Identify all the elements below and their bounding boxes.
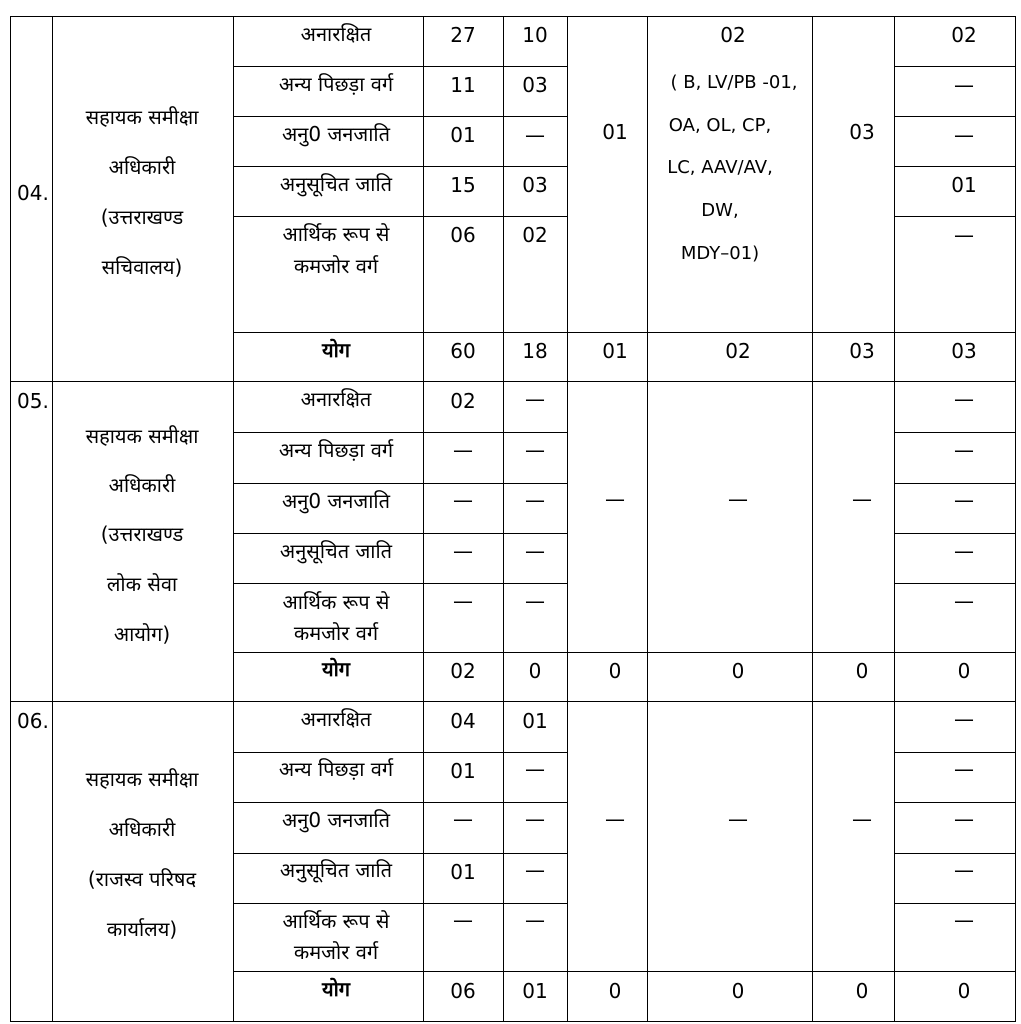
post-name-line: (राजस्व परिषद — [87, 867, 197, 891]
category-label: कमजोर वर्ग — [293, 621, 379, 645]
row-line — [894, 533, 1016, 534]
post-name-line: सचिवालय) — [101, 255, 183, 279]
row-line — [894, 802, 1016, 803]
total-cell: 0 — [855, 979, 869, 1003]
block-05-bottom — [10, 701, 1016, 702]
post-name-line: कार्यालय) — [106, 917, 178, 941]
total-label: योग — [321, 657, 351, 681]
table-cell: 15 — [450, 173, 476, 197]
post-name-line: (उत्तराखण्ड — [100, 205, 184, 229]
post-name-line: अधिकारी — [108, 473, 176, 497]
col-line-7 — [812, 16, 813, 1022]
total-label: योग — [321, 977, 351, 1001]
table-cell: — — [525, 589, 545, 613]
total-cell: 06 — [450, 979, 476, 1003]
total-cell: 03 — [951, 339, 977, 363]
merged-cell-line: 02 — [720, 23, 746, 47]
table-cell: 03 — [522, 173, 548, 197]
table-cell: — — [954, 387, 974, 411]
row-line — [894, 216, 1016, 217]
row-line — [233, 66, 567, 67]
category-label: अनारक्षित — [300, 707, 372, 731]
category-label: कमजोर वर्ग — [293, 940, 379, 964]
total-cell: 02 — [725, 339, 751, 363]
post-name-line: लोक सेवा — [106, 572, 178, 596]
border-top — [10, 16, 1016, 17]
category-label: कमजोर वर्ग — [293, 254, 379, 278]
category-label: आर्थिक रूप से — [282, 909, 390, 933]
table-cell: — — [954, 223, 974, 247]
post-name-line: सहायक समीक्षा — [85, 767, 199, 791]
serial-number: 06. — [17, 709, 49, 733]
table-cell: — — [453, 438, 473, 462]
total-cell: 60 — [450, 339, 476, 363]
category-label: अनुसूचित जाति — [279, 172, 393, 196]
merged-cell-line: LC, AAV/AV, — [667, 157, 773, 178]
total-label: योग — [321, 338, 351, 362]
table-cell: — — [525, 807, 545, 831]
table-cell: — — [525, 123, 545, 147]
col-line-5 — [567, 16, 568, 1022]
total-cell: 0 — [731, 659, 745, 683]
merged-cell: — — [852, 487, 872, 511]
category-label: अनु0 जनजाति — [281, 489, 391, 513]
merged-cell: — — [728, 487, 748, 511]
total-line — [233, 652, 1016, 653]
table-cell: — — [525, 438, 545, 462]
category-label: अनु0 जनजाति — [281, 808, 391, 832]
total-cell: 02 — [450, 659, 476, 683]
table-cell: 04 — [450, 709, 476, 733]
row-line — [894, 116, 1016, 117]
total-cell: 03 — [849, 339, 875, 363]
post-name-line: (उत्तराखण्ड — [100, 522, 184, 546]
category-label: अनुसूचित जाति — [279, 858, 393, 882]
total-cell: 0 — [731, 979, 745, 1003]
row-line — [233, 166, 567, 167]
serial-number: 05. — [17, 389, 49, 413]
table-cell: 02 — [951, 23, 977, 47]
merged-cell: — — [852, 807, 872, 831]
table-cell: — — [954, 757, 974, 781]
merged-cell-line: ( B, LV/PB -01, — [670, 72, 798, 93]
row-line — [894, 583, 1016, 584]
row-line — [894, 483, 1016, 484]
table-cell: — — [954, 807, 974, 831]
merged-cell: — — [728, 807, 748, 831]
total-cell: 0 — [855, 659, 869, 683]
table-cell: — — [954, 539, 974, 563]
table-cell: — — [453, 539, 473, 563]
merged-cell-line: DW, — [701, 200, 739, 221]
row-line — [233, 483, 567, 484]
category-label: आर्थिक रूप से — [282, 222, 390, 246]
table-cell: 01 — [951, 173, 977, 197]
merged-cell: — — [605, 487, 625, 511]
row-line — [233, 802, 567, 803]
total-cell: 0 — [608, 979, 622, 1003]
row-line — [233, 432, 567, 433]
category-label: अनारक्षित — [300, 22, 372, 46]
table-cell: — — [954, 589, 974, 613]
table-cell: — — [954, 123, 974, 147]
merged-cell-line: OA, OL, CP, — [668, 115, 772, 136]
total-cell: 0 — [957, 979, 971, 1003]
table-cell: 01 — [450, 123, 476, 147]
post-name-line: अधिकारी — [108, 155, 176, 179]
table-cell: — — [453, 589, 473, 613]
table-cell: 02 — [450, 389, 476, 413]
post-name-line: सहायक समीक्षा — [85, 424, 199, 448]
col-line-1 — [52, 16, 53, 1022]
row-line — [233, 533, 567, 534]
table-cell: — — [525, 858, 545, 882]
row-line — [894, 853, 1016, 854]
border-left — [10, 16, 11, 1022]
category-label: अन्य पिछड़ा वर्ग — [278, 72, 394, 96]
serial-number: 04. — [17, 181, 49, 205]
table-cell: — — [954, 858, 974, 882]
row-line — [894, 432, 1016, 433]
row-line — [894, 166, 1016, 167]
table-cell: 03 — [522, 73, 548, 97]
table-cell: — — [525, 539, 545, 563]
table-cell: 01 — [450, 860, 476, 884]
total-cell: 0 — [957, 659, 971, 683]
table-cell: 01 — [450, 759, 476, 783]
row-line — [233, 216, 567, 217]
table-cell: — — [954, 488, 974, 512]
total-line — [233, 971, 1016, 972]
category-label: अन्य पिछड़ा वर्ग — [278, 757, 394, 781]
category-label: अनु0 जनजाति — [281, 122, 391, 146]
table-cell: — — [954, 908, 974, 932]
total-cell: 01 — [522, 979, 548, 1003]
col-line-6 — [647, 16, 648, 1022]
table-cell: — — [525, 387, 545, 411]
table-cell: 02 — [522, 223, 548, 247]
row-line — [894, 752, 1016, 753]
row-line — [233, 116, 567, 117]
table-cell: 06 — [450, 223, 476, 247]
category-label: अन्य पिछड़ा वर्ग — [278, 438, 394, 462]
row-line — [233, 903, 567, 904]
category-label: अनुसूचित जाति — [279, 539, 393, 563]
block-04-bottom — [10, 381, 1016, 382]
category-label: आर्थिक रूप से — [282, 590, 390, 614]
table-cell: — — [453, 908, 473, 932]
post-name-line: सहायक समीक्षा — [85, 105, 199, 129]
row-line — [233, 583, 567, 584]
category-label: अनारक्षित — [300, 387, 372, 411]
merged-cell-line: MDY–01) — [680, 243, 760, 264]
table-cell: — — [954, 707, 974, 731]
total-cell: 0 — [608, 659, 622, 683]
total-cell: 0 — [528, 659, 542, 683]
merged-cell: 03 — [849, 120, 875, 144]
row-line — [894, 903, 1016, 904]
row-line — [894, 66, 1016, 67]
border-bottom — [10, 1021, 1016, 1022]
total-line — [233, 332, 1016, 333]
table-cell: — — [954, 438, 974, 462]
merged-cell: 01 — [602, 120, 628, 144]
total-cell: 01 — [602, 339, 628, 363]
table-cell: — — [954, 73, 974, 97]
table-cell: — — [525, 488, 545, 512]
table-cell: — — [525, 908, 545, 932]
post-name-line: आयोग) — [113, 622, 171, 646]
post-name-line: अधिकारी — [108, 817, 176, 841]
table-cell: — — [453, 488, 473, 512]
row-line — [233, 752, 567, 753]
table-cell: 11 — [450, 73, 476, 97]
table-cell: 27 — [450, 23, 476, 47]
table-cell: — — [525, 757, 545, 781]
merged-cell: — — [605, 807, 625, 831]
total-cell: 18 — [522, 339, 548, 363]
row-line — [233, 853, 567, 854]
table-cell: 10 — [522, 23, 548, 47]
table-cell: 01 — [522, 709, 548, 733]
table-cell: — — [453, 807, 473, 831]
